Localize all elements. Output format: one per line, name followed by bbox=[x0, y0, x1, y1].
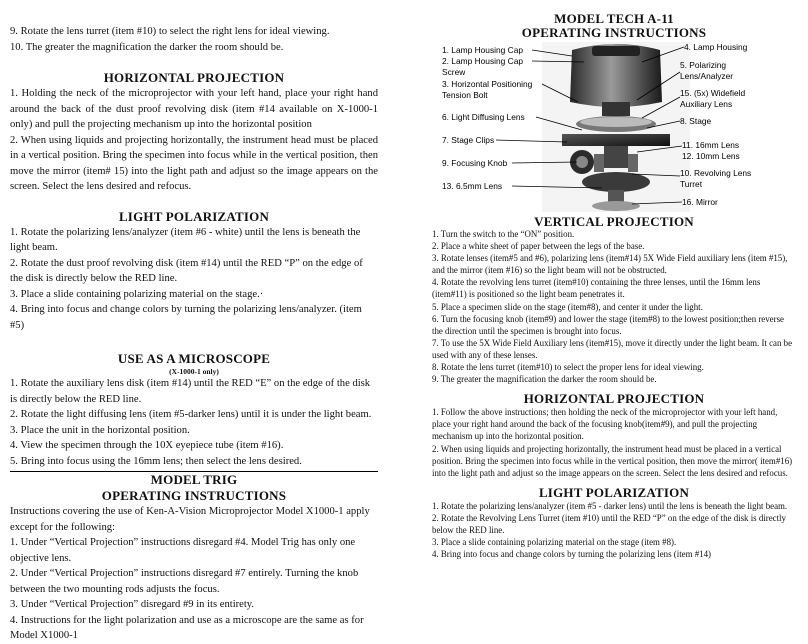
horizontal-projection-heading: HORIZONTAL PROJECTION bbox=[103, 70, 285, 85]
vertical-step-3: 3. Rotate lenses (item#5 and #6), polarizing lens (item#14) 5X Wide Field auxiliary lens (item #15), and the mirror (item #16) so the light beam will not be obstructed. bbox=[432, 253, 788, 276]
label-stage: 8. Stage bbox=[680, 116, 712, 126]
vertical-projection-heading: VERTICAL PROJECTION bbox=[534, 214, 694, 229]
microscope-heading: USE AS A MICROSCOPE bbox=[117, 351, 271, 366]
label-turret: Turret bbox=[680, 179, 703, 189]
trig-step-2: 2. Under “Vertical Projection” instructions disregard #7 entirely. Turning the knob between the two mounting rods adjusts the focus. bbox=[10, 568, 359, 595]
label-polarizing: 5. Polarizing bbox=[680, 60, 727, 70]
vertical-step-9: 9. The greater the magnification the darker the room should be. bbox=[432, 374, 657, 385]
label-light-diffusing-lens: 6. Light Diffusing Lens bbox=[442, 112, 525, 122]
vertical-step-7: 7. To use the 5X Wide Field Auxiliary lens (item#15), move it directly under the light beam. It can be used with any of these lenses. bbox=[432, 337, 793, 360]
microscope-step-3: 3. Place the unit in the horizontal position. bbox=[10, 424, 190, 436]
label-lens-analyzer: Lens/Analyzer bbox=[680, 71, 734, 81]
label-revolving-lens: 10. Revolving Lens bbox=[680, 168, 752, 178]
light-polarization-heading: LIGHT POLARIZATION bbox=[118, 208, 270, 224]
polarization-step-1: 1. Rotate the polarizing lens/analyzer (item #6 - white) until the lens is beneath the light beam. bbox=[10, 226, 361, 253]
label-16mm-lens: 11. 16mm Lens bbox=[682, 140, 740, 150]
vertical-step-6: 6. Turn the focusing knob (item#9) and lower the stage (item#8) to the lowest position;then reverse the direction until the specimen is brought into focus. bbox=[432, 313, 784, 336]
right-column bbox=[432, 0, 796, 560]
trig-operating-instructions-heading: OPERATING INSTRUCTIONS bbox=[101, 488, 287, 503]
label-focusing-knob: 9. Focusing Knob bbox=[442, 158, 508, 168]
label-lamp-housing: 4. Lamp Housing bbox=[684, 42, 748, 52]
right-polarization-step-3: 3. Place a slide containing polarizing material on the stage (item #8). bbox=[432, 537, 677, 548]
model-trig-heading: MODEL TRIG bbox=[150, 472, 238, 487]
label-auxiliary-lens: Auxiliary Lens bbox=[680, 99, 733, 109]
microscope-step-1: 1. Rotate the auxiliary lens disk (item #14) until the RED “E” on the edge of the disk is directly below the RED line. bbox=[10, 378, 371, 405]
left-top-line-10: 10. The greater the magnification the darker the room should be. bbox=[10, 41, 284, 53]
right-horizontal-step-2: 2. When using liquids and projecting horizontally, the instrument head must be placed in a vertical position. Bring the specimen into focus while in the vertical position, then move the mirror( item#16) into the light path and adjust so the image appears on the screen. Select the lens desired and refocus. bbox=[432, 443, 793, 478]
diagram-leader-lines bbox=[432, 42, 796, 212]
trig-step-1: 1. Under “Vertical Projection” instructions disregard #4. Model Trig has only one objective lens. bbox=[10, 537, 356, 564]
label-screw: Screw bbox=[442, 67, 466, 77]
horizontal-step-1: 1. Holding the neck of the microprojector with your left hand, place your right hand around the back of the dust proof revolving disk (item #14 available on X-1000-1 only) and pull the projecting mechanism up into the horizontal position bbox=[10, 88, 378, 130]
label-10mm-lens: 12. 10mm Lens bbox=[682, 151, 740, 161]
label-widefield: 15. (5x) Widefield bbox=[680, 88, 746, 98]
vertical-step-8: 8. Rotate the lens turret (item#10) to select the proper lens for ideal viewing. bbox=[432, 362, 704, 373]
vertical-step-5: 5. Place a specimen slide on the stage (item#8), and center it under the light. bbox=[432, 301, 703, 312]
right-polarization-step-4: 4. Bring into focus and change colors by turning the polarizing lens (item #14) bbox=[432, 549, 712, 560]
vertical-step-2: 2. Place a white sheet of paper between the legs of the base. bbox=[432, 241, 645, 252]
model-tech-heading: MODEL TECH A-11 bbox=[554, 11, 674, 26]
label-horizontal-positioning: 3. Horizontal Positioning bbox=[442, 79, 533, 89]
right-light-polarization-heading: LIGHT POLARIZATION bbox=[538, 484, 690, 500]
label-lamp-housing-cap: 1. Lamp Housing Cap bbox=[442, 45, 524, 55]
vertical-step-1: 1. Turn the switch to the “ON” position. bbox=[432, 229, 575, 239]
vertical-step-4: 4. Rotate the revolving lens turret (item#10) containing the three lenses, until the 16mm lens (item#11) is positioned so the light beam penetrates it. bbox=[432, 277, 761, 300]
right-polarization-step-2: 2. Rotate the Revolving Lens Turret (item #10) until the RED “P” on the edge of the disk is directly below the RED line. bbox=[432, 512, 786, 535]
right-horizontal-projection-heading: HORIZONTAL PROJECTION bbox=[523, 391, 705, 407]
left-column bbox=[10, 0, 378, 644]
label-tension-bolt: Tension Bolt bbox=[442, 90, 488, 100]
label-6-5mm-lens: 13. 6.5mm Lens bbox=[442, 181, 503, 191]
horizontal-step-2: 2. When using liquids and projecting horizontally, the instrument head must be placed in a vertical position. Bring the specimen into focus while in the vertical position, then move the mirror (item# 15) into the light path and adjust so the image appears on the screen. Select the lens desired and refocus. bbox=[10, 134, 378, 192]
trig-step-3: 3. Under “Vertical Projection” disregard #9 in its entirety. bbox=[10, 599, 255, 610]
left-top-list bbox=[10, 0, 378, 55]
label-mirror: 16. Mirror bbox=[682, 197, 718, 207]
right-polarization-step-1: 1. Rotate the polarizing lens/analyzer (item #5 - darker lens) until the lens is beneath the light beam. bbox=[432, 500, 788, 511]
left-top-line-9: 9. Rotate the lens turret (item #10) to select the right lens for ideal viewing. bbox=[10, 26, 330, 37]
polarization-step-3: 3. Place a slide containing polarizing material on the stage.· bbox=[10, 288, 264, 300]
microscope-subheading: (X-1000-1 only) bbox=[169, 367, 219, 376]
microscope-step-4: 4. View the specimen through the 10X eyepiece tube (item #16). bbox=[10, 440, 284, 451]
tech-operating-instructions-heading: OPERATING INSTRUCTIONS bbox=[521, 25, 707, 40]
microprojector-diagram bbox=[432, 42, 796, 212]
trig-intro: Instructions covering the use of Ken-A-Vision Microprojector Model X1000-1 apply except for the following: bbox=[10, 506, 370, 533]
polarization-step-2: 2. Rotate the dust proof revolving disk (item #14) until the RED “P” on the edge of the disk is directly below the RED line. bbox=[10, 257, 363, 284]
microscope-step-5: 5. Bring into focus using the 16mm lens; then select the lens desired. bbox=[10, 455, 302, 467]
label-stage-clips: 7. Stage Clips bbox=[442, 135, 495, 145]
polarization-step-4: 4. Bring into focus and change colors by turning the polarizing lens/analyzer. (item #5) bbox=[10, 304, 362, 331]
trig-step-4: 4. Instructions for the light polarization and use as a microscope are the same as for Model X1000-1 bbox=[10, 614, 364, 641]
microscope-step-2: 2. Rotate the light diffusing lens (item #5-darker lens) until it is under the light beam. bbox=[10, 409, 372, 420]
right-horizontal-step-1: 1. Follow the above instructions; then holding the neck of the microprojector with your left hand, place your right hand around the back of the focusing knob(item#9), and pull the projecting mechanism up into the horizontal position. bbox=[432, 407, 778, 442]
label-lamp-housing-cap-screw: 2. Lamp Housing Cap bbox=[442, 56, 524, 66]
